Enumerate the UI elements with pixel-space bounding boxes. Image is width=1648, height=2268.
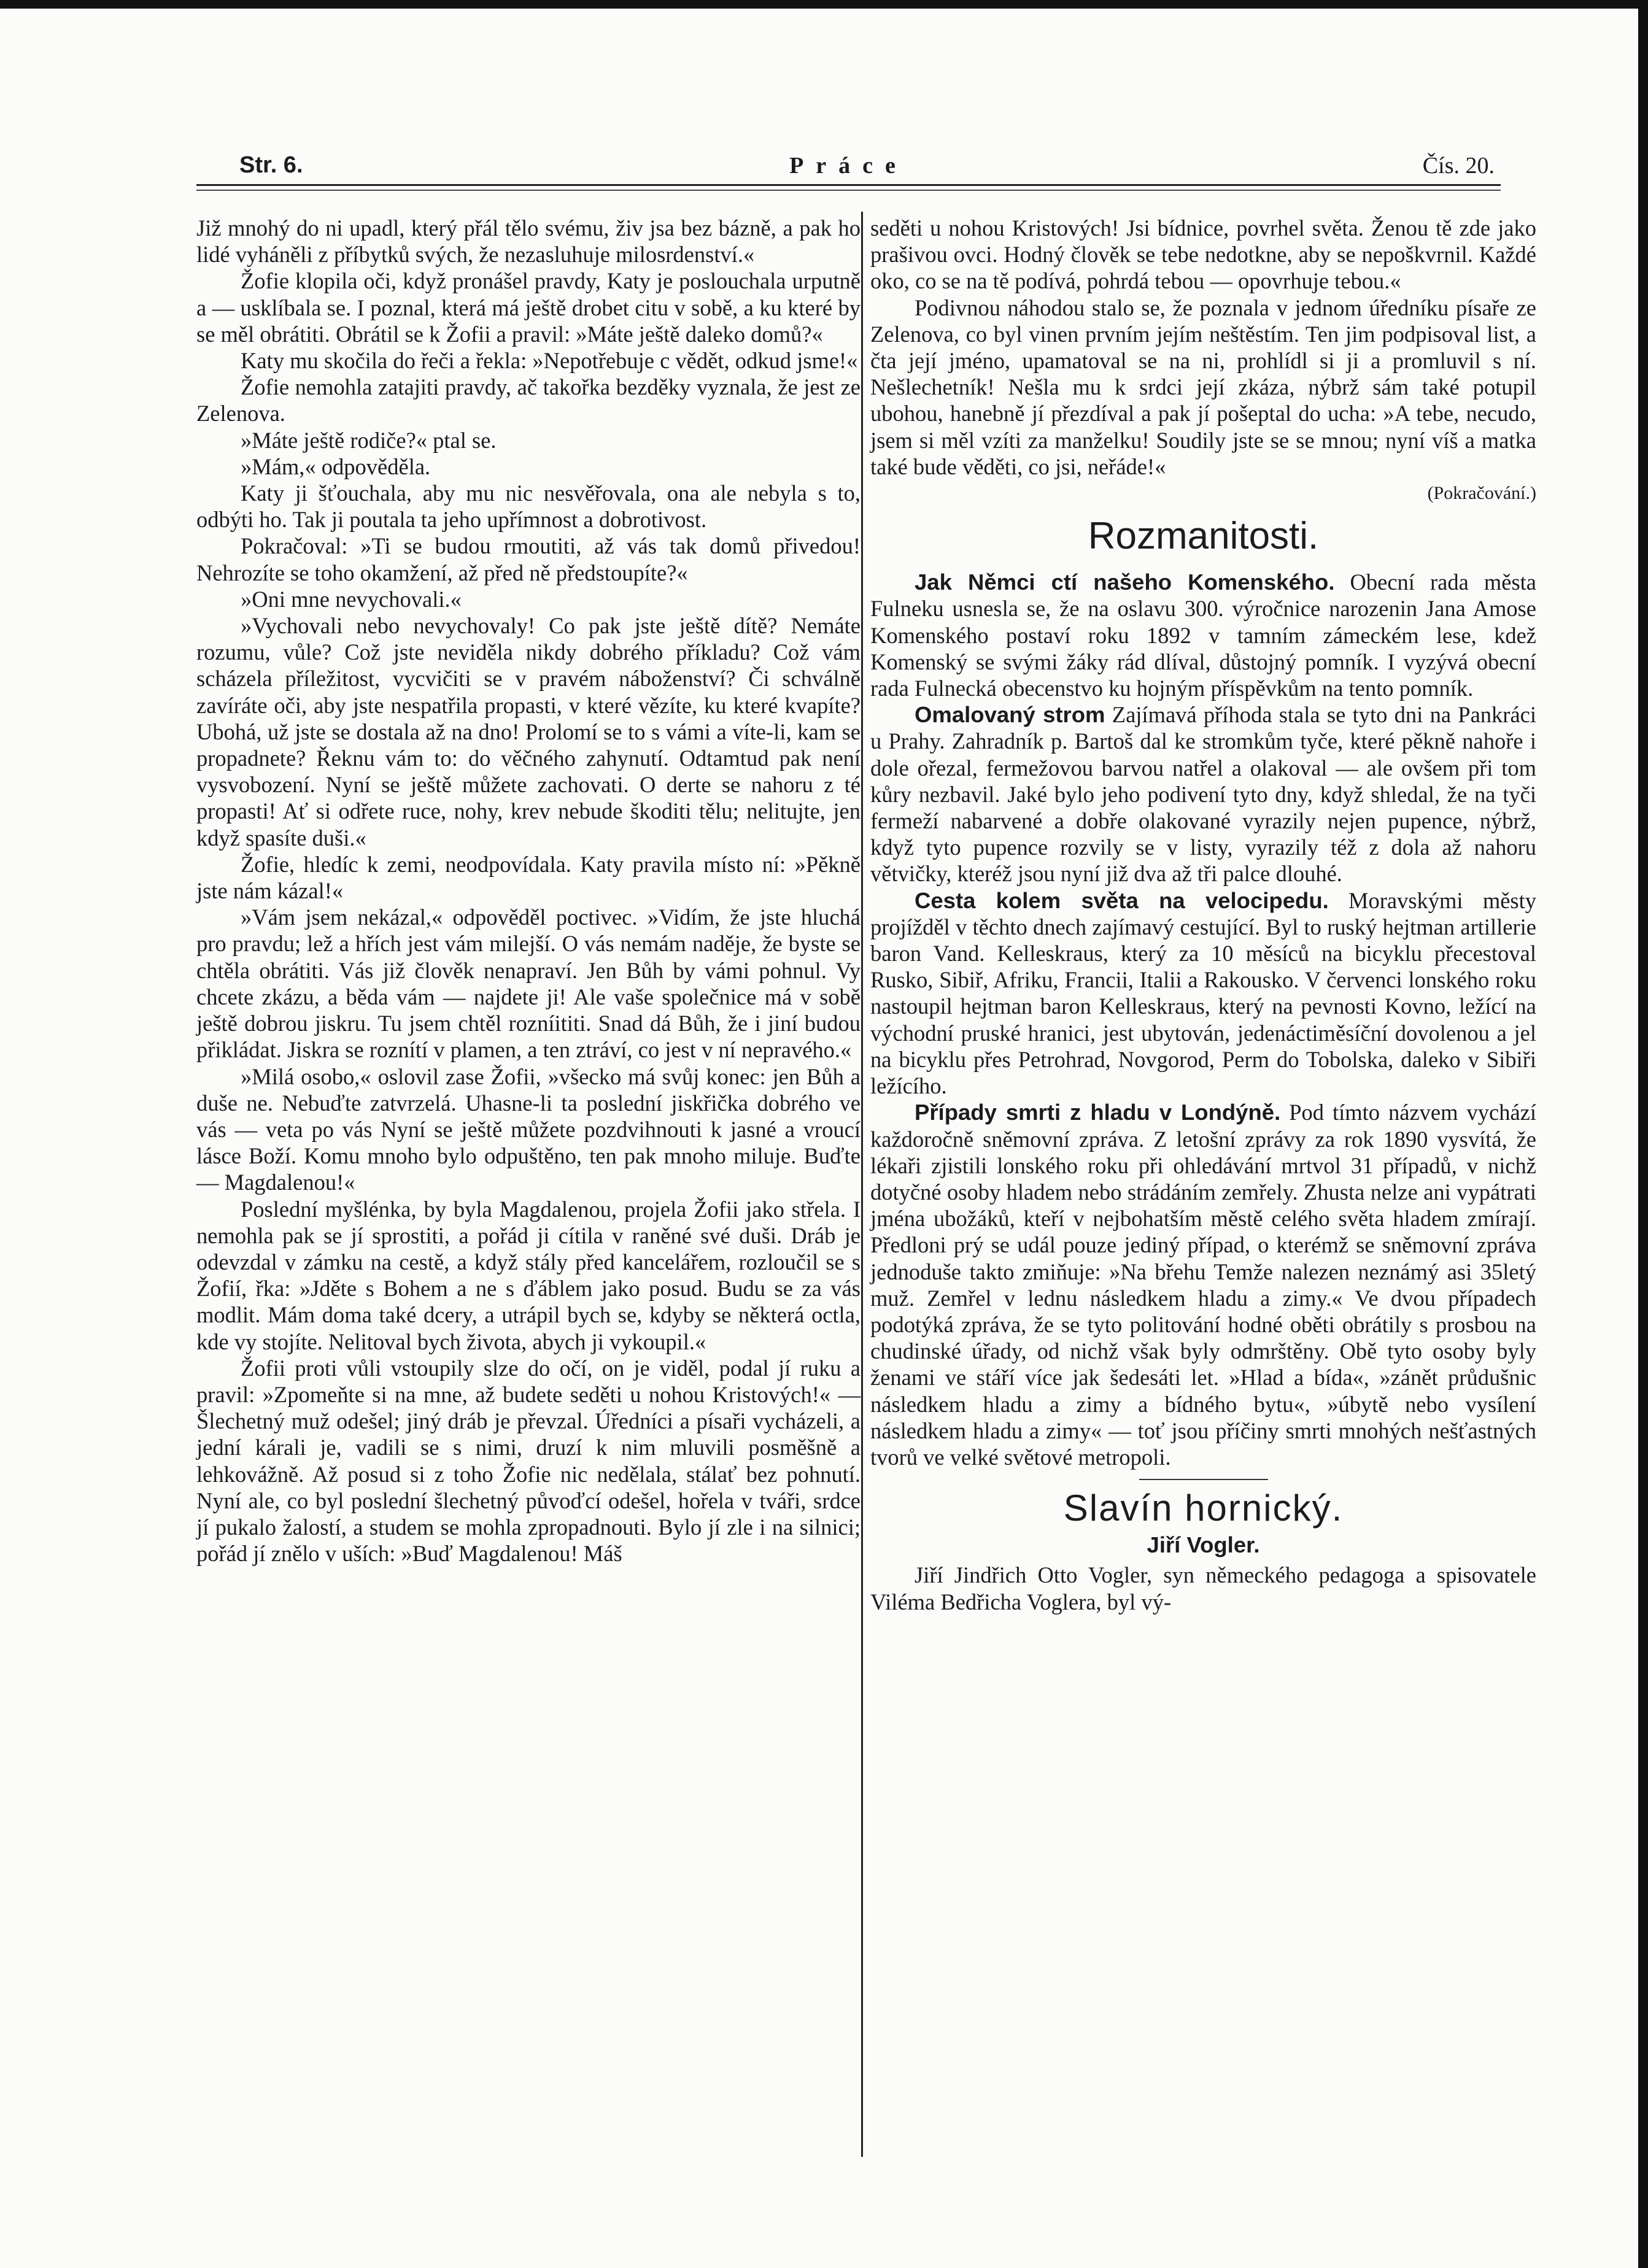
to-be-continued: (Pokračování.): [1427, 483, 1536, 504]
news-text: Obecní rada města Fulneku usnesla se, že na oslavu 300. výročnice narozenin Jana Amose Komenského postaví roku 1892 v tamním zámeckém lese, kdež Komenský se svými žáky rád dlíval, důstojný pomník. I vyzývá obecní rada Fulnecká obecenstvo ku hojným příspěvkům na tento pomník.: [870, 569, 1537, 701]
paragraph: Žofie klopila oči, když pronášel pravdy, Katy je poslouchala urputně a — usklíbala se. I poznal, která má ještě drobet citu v sobě, a ku které by se měl obrátiti. Obrátil se k Žofii a pravil: »Máte ještě daleko domů?«: [196, 268, 861, 347]
newspaper-title: Práce: [789, 153, 908, 179]
paragraph: Žofie, hledíc k zemi, neodpovídala. Katy pravila místo ní: »Pěkně jste nám kázal!«: [196, 851, 861, 904]
news-heading: Omalovaný strom: [915, 702, 1105, 728]
paragraph: Již mnohý do ni upadl, který přál tělo svému, živ jsa bez bázně, a pak ho lidé vyháněli z příbytků svých, že nezasluhuje milosrdenství.«: [196, 215, 861, 268]
news-item: [870, 569, 1536, 701]
paragraph: Žofii proti vůli vstoupily slze do očí, on je viděl, podal jí ruku a pravil: »Zpomeňte si na mne, až budete seděti u nohou Kristových!« — Šlechetný muž odešel; jiný dráb je převzal. Úředníci a písaři vycházeli, a jední kárali je, vadili se s nimi, druzí k nim mluvili posměšně a lehkovážně. Až posud si z toho Žofie nic nedělala, stálať bez pohnutí. Nyní ale, co byl poslední šlechetný půvoďcí odešel, hořela v tváři, srdce jí pukalo žalostí, a studem se mohla zpropadnouti. Bylo jí zle i na silnici; pořád jí znělo v uších: »Buď Magdalenou! Máš: [196, 1355, 861, 1567]
news-text: Moravskými městy projížděl v těchto dnech zajímavý cestující. Byl to ruský hejtman artillerie baron Vand. Kelleskraus, který za 10 měsíců na bicyklu přecestoval Rusko, Sibiř, Afriku, Francii, Italii a Rakousko. V červenci lonského roku nastoupil hejtman baron Kelleskraus, který na pevnosti Kovno, ležící na východní pruské hranici, jest ubytován, jedenáctiměsíční dovolenou a jel na bicyklu přes Petrohrad, Novgorod, Perm do Tobolska, daleko v Sibiři ležícího.: [870, 887, 1537, 1099]
news-heading: Případy smrti z hladu v Londýně.: [915, 1100, 1281, 1125]
section2-title: Slavín hornický.: [1063, 1487, 1344, 1529]
header-rule: [196, 184, 1501, 186]
header-rule-second: [196, 190, 1501, 191]
news-text: Pod tímto názvem vychází každoročně sněmovní zpráva. Z letošní zprávy za rok 1890 vysvítá, že lékaři zjistili lonského roku při ohledávání mrtvol 31 případů, v nichž dotyčné osoby hladem nebo strádáním zemřely. Zhusta nelze ani vypátrati jména ubožáků, kteří v nejbohatším městě celého světa hladem zmírají. Předloni prý se udál pouze jediný případ, o kterémž se sněmovní zpráva jednoduše takto zmiňuje: »Na břehu Temže nalezen neznámý asi 35letý muž. Zemřel v lednu následkem hladu a zimy.« Ve dvou případech podotýká zpráva, že se tyto politování hodné oběti obrátily s prosbou na chudinské úřady, od nichž však byly odmrštěny. Obě tyto osoby byly ženami ve stáří více jak šedesáti let. »Hlad a bída«, »zánět průdušnic následkem hladu a zimy a bídného bytu«, »úbytě nebo vysílení následkem hladu a zimy« — toť jsou příčiny smrti mnohých nešťastných tvorů ve velké světové metropoli.: [870, 1100, 1536, 1470]
paragraph: Žofie nemohla zatajiti pravdy, ač takořka bezděky vyznala, že jest ze Zelenova.: [196, 374, 861, 426]
right-column: [870, 215, 1536, 1615]
scan-border-top: [0, 0, 1648, 9]
news-item: [870, 887, 1536, 1100]
paragraph: Katy ji šťouchala, aby mu nic nesvěřovala, ona ale nebyla s to, odbýti ho. Tak ji poutala ta jeho upřímnost a dobrotivost.: [196, 480, 861, 533]
section2-author: Jiří Vogler.: [1147, 1532, 1260, 1558]
paragraph: »Máte ještě rodiče?« ptal se.: [241, 427, 497, 453]
page-header: [196, 152, 1501, 189]
page-number: Str. 6.: [239, 152, 303, 178]
paragraph: »Mám,« odpověděla.: [241, 453, 431, 479]
paragraph: Poslední myšlénka, by byla Magdalenou, projela Žofii jako střela. I nemohla pak se jí sprostiti, a pořád ji cítila v raněné své duši. Dráb je odevzdal v zámku na cestě, a když stály před kancelářem, rozloučil se s Žofií, řka: »Jděte s Bohem a ne s ďáblem jako posud. Budu se za vás modlit. Mám doma také dcery, a utrápil bych se, kdyby se některá octla, kde vy stojíte. Nelitoval bych života, abych ji vykoupil.«: [196, 1196, 861, 1354]
story-continuation: Podivnou náhodou stalo se, že poznala v jednom úředníku písaře ze Zelenova, co byl vinen prvním jejím neštěstím. Ten jim podpisoval list, a čta její jméno, upamatoval se na ni, prohlídl si ji a promluvil s ní. Nešlechetník! Nešla mu k srdci její zkáza, nýbrž sám také potupil ubohou, hanebně jí přezdíval a pak jí pošeptal do ucha: »A tebe, necudo, jsem si měl vzíti za manželku! Soudily jste se se mnou; nyní víš a matka také bude věděti, co jsi, neřáde!«: [870, 295, 1536, 479]
news-heading: Cesta kolem světa na velocipedu.: [915, 887, 1329, 913]
news-heading: Jak Němci ctí našeho Komenského.: [915, 569, 1335, 595]
paragraph: Katy mu skočila do řeči a řekla: »Nepotřebuje c vědět, odkud jsme!«: [241, 348, 858, 374]
column-separator: [861, 212, 863, 2157]
paragraph: »Vychovali nebo nevychovaly! Co pak jste ještě dítě? Nemáte rozumu, vůle? Což jste neviděla nikdy dobrého příkladu? Což vám scházela příležitost, vycvičiti se v pravém náboženství? Či schválně zavíráte oči, aby jste nespatřila propasti, v které vězíte, ku které kvapíte? Ubohá, už jste se dostala až na dno! Prolomí se to s vámi a víte-li, kam se propadnete? Řeknu vám to: do věčného zahynutí. Odtamtud pak není vysvobození. Nyní se ještě můžete zachovati. O derte se nahoru z té propasti! Ať si odřete ruce, nohy, krev nebude škoditi tělu; nelitujte, jen když spasíte duši.«: [196, 613, 861, 850]
news-item: [870, 1099, 1536, 1470]
issue-number: Čís. 20.: [1422, 153, 1495, 179]
paragraph: »Milá osobo,« oslovil zase Žofii, »všecko má svůj konec: jen Bůh a duše ne. Nebuďte zatvrzelá. Uhasne-li ta poslední jiskřička dobrého ve vás — veta po vás Nyní se ještě můžete pozdvihnouti k jasné a vroucí lásce Boží. Komu mnoho bylo odpuštěno, ten pak mnoho miluje. Buďte — Magdalenou!«: [196, 1063, 861, 1195]
section-title: Rozmanitosti.: [1088, 515, 1319, 558]
paragraph: »Vám jsem nekázal,« odpověděl poctivec. »Vidím, že jste hluchá pro pravdu; lež a hřích jest vám milejší. O vás nemám naděje, že byste se chtěla obrátiti. Vás již člověk nenapraví. Jen Bůh by vámi pohnul. Vy chcete zkázu, a běda vám — najdete ji! Ale vaše společnice má v sobě ještě dobrou jiskru. Tu jsem chtěl rozníititi. Snad dá Bůh, že i jiní budou přikládat. Jiskra se roznítí v plamen, a ten ztráví, co jest v ní nepravého.«: [196, 904, 861, 1063]
section2-paragraph: Jiří Jindřich Otto Vogler, syn německého pedagoga a spisovatele Viléma Bedřicha Voglera, byl vý-: [870, 1562, 1536, 1614]
scan-border-right: [1638, 0, 1648, 2268]
section-divider: [1139, 1479, 1268, 1480]
news-item: [870, 701, 1536, 887]
paragraph: Pokračoval: »Ti se budou rmoutiti, až vás tak domů přivedou! Nehrozíte se toho okamžení, až před ně předstoupíte?«: [196, 533, 861, 585]
left-column: [196, 215, 861, 1567]
story-continuation: seděti u nohou Kristových! Jsi bídnice, povrhel světa. Ženou tě zde jako prašivou ovci. Hodný člověk se tebe nedotkne, aby se nepoškvrnil. Každé oko, co se na tě podívá, pohrdá tebou — opovrhuje tebou.«: [870, 215, 1536, 294]
news-text: Zajímavá příhoda stala se tyto dni na Pankráci u Prahy. Zahradník p. Bartoš dal ke stromkům tyče, které pěkně nahoře i dole ořezal, fermežovou barvou natřel a olakoval — ale ovšem při tom kůry nezbavil. Jaké bylo jeho podivení tyto dny, když shledal, že na tyči fermeží nabarvené a dobře olakované vyrazily nejen pupence, nýbrž, když tyto pupence rozvily se v listy, vyrazily též z dola až nahoru větvičky, kteréž jsou nyní již dva až tři palce dlouhé.: [870, 702, 1537, 887]
paragraph: »Oni mne nevychovali.«: [241, 586, 462, 612]
